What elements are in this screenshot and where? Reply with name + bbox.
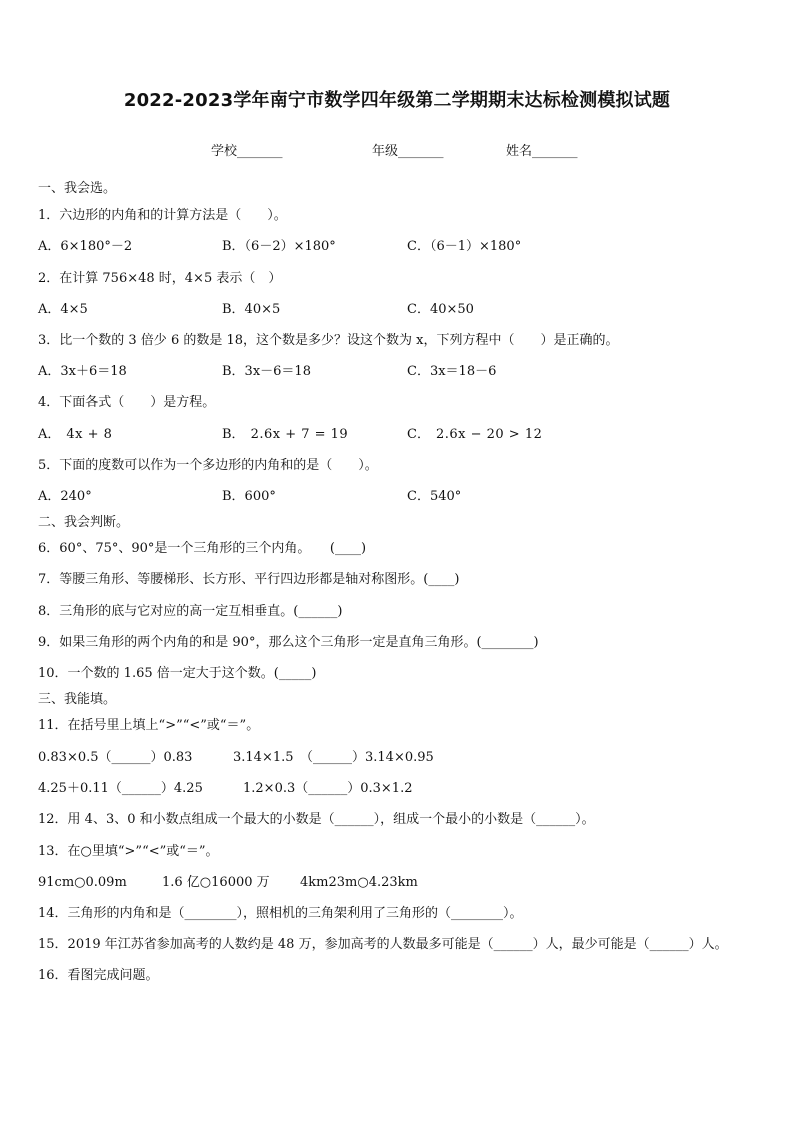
q2-option-c[interactable]: C．40×50 <box>407 302 474 317</box>
question-2: 2．在计算 756×48 时，4×5 表示（ ） <box>38 271 282 286</box>
q2-option-b[interactable]: B．40×5 <box>222 302 281 317</box>
q4-option-a[interactable] <box>38 426 112 444</box>
q5-option-a[interactable]: A．240° <box>38 489 92 504</box>
q4-option-a-label: A． <box>38 427 61 442</box>
question-9: 9．如果三角形的两个内角的和是 90°，那么这个三角形一定是直角三角形。(________) <box>38 635 539 650</box>
q4-option-b[interactable] <box>222 426 348 444</box>
question-4: 4．下面各式（ ）是方程。 <box>38 395 216 410</box>
question-12: 12．用 4、3、0 和小数点组成一个最大的小数是（______），组成一个最小的小数是（______）。 <box>38 812 595 827</box>
q13-item-3: 4km23m○4.23km <box>300 875 418 890</box>
question-14: 14．三角形的内角和是（________），照相机的三角架利用了三角形的（________）。 <box>38 906 523 921</box>
question-10: 10．一个数的 1.65 倍一定大于这个数。(_____) <box>38 666 317 681</box>
q5-option-b[interactable]: B．600° <box>222 489 276 504</box>
question-15: 15．2019 年江苏省参加高考的人数约是 48 万，参加高考的人数最多可能是（______）人，最少可能是（______）人。 <box>38 937 728 952</box>
section-heading-choose: 一、我会选。 <box>38 181 117 196</box>
q3-option-b[interactable]: B．3x－6＝18 <box>222 364 311 379</box>
q4-option-c-expr: 2.6x − 20 > 12 <box>435 427 543 442</box>
question-5: 5．下面的度数可以作为一个多边形的内角和的是（ ）。 <box>38 458 378 473</box>
question-8: 8．三角形的底与它对应的高一定互相垂直。(______) <box>38 604 343 619</box>
section-heading-judge: 二、我会判断。 <box>38 515 130 530</box>
q1-option-a[interactable]: A．6×180°－2 <box>38 239 133 254</box>
question-11: 11．在括号里上填上“>”“<”或“＝”。 <box>38 718 260 733</box>
section-heading-fill: 三、我能填。 <box>38 692 117 707</box>
question-13: 13．在○里填“>”“<”或“＝”。 <box>38 844 219 859</box>
question-1: 1．六边形的内角和的计算方法是（ ）。 <box>38 208 287 223</box>
q13-item-2: 1.6 亿○16000 万 <box>162 875 270 890</box>
q11-item-2: 3.14×1.5 （______）3.14×0.95 <box>233 750 434 765</box>
q11-item-4: 1.2×0.3（______）0.3×1.2 <box>243 781 413 796</box>
q4-option-c-label: C． <box>407 427 430 442</box>
q11-item-1: 0.83×0.5（______）0.83 <box>38 750 193 765</box>
page-title: 2022-2023学年南宁市数学四年级第二学期期末达标检测模拟试题 <box>123 90 671 111</box>
question-7: 7．等腰三角形、等腰梯形、长方形、平行四边形都是轴对称图形。(____) <box>38 572 460 587</box>
q13-item-1: 91cm○0.09m <box>38 875 127 890</box>
name-field[interactable]: 姓名_______ <box>506 144 578 159</box>
question-6: 6．60°、75°、90°是一个三角形的三个内角。 (____) <box>38 541 367 556</box>
q11-item-3: 4.25＋0.11（______）4.25 <box>38 781 203 796</box>
q4-option-b-expr: 2.6x + 7 = 19 <box>250 427 349 442</box>
q1-option-c[interactable]: C．（6－1）×180° <box>407 239 522 254</box>
grade-field[interactable]: 年级_______ <box>372 144 444 159</box>
school-field[interactable]: 学校_______ <box>211 144 283 159</box>
q4-option-a-expr: 4x + 8 <box>66 427 113 442</box>
question-16: 16．看图完成问题。 <box>38 968 159 983</box>
question-3: 3．比一个数的 3 倍少 6 的数是 18，这个数是多少？设这个数为 x，下列方程中（ ）是正确的。 <box>38 333 619 348</box>
q1-option-b[interactable]: B．（6－2）×180° <box>222 239 336 254</box>
q3-option-c[interactable]: C．3x＝18－6 <box>407 364 497 379</box>
q2-option-a[interactable]: A．4×5 <box>38 302 88 317</box>
q4-option-c[interactable] <box>407 426 542 444</box>
q5-option-c[interactable]: C．540° <box>407 489 462 504</box>
q4-option-b-label: B． <box>222 427 245 442</box>
q3-option-a[interactable]: A．3x＋6＝18 <box>38 364 127 379</box>
